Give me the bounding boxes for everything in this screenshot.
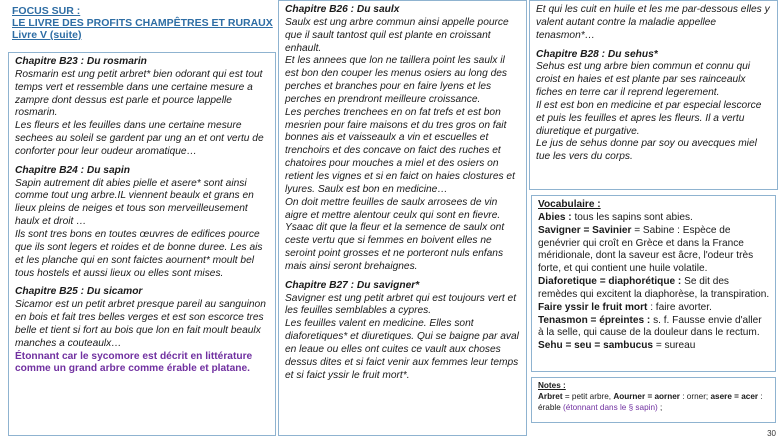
vocab-fruit-mort [538, 302, 770, 315]
vocab-savigner-def: = Sabine : Espèce de genévrier qui croît en Grèce et dans la France méridionale, dont la saveur est âcre, l'odeur très forte, et qui contient une huile volatile. [538, 224, 754, 275]
vocab-tenasmon-def: s. f. Fausse envie d'aller à la selle, qui cause de la douleur dans le rectum. [538, 314, 762, 339]
focus-line-1: FOCUS SUR : [12, 5, 81, 17]
note-asere-remark: (étonnant dans le § sapin) [563, 403, 658, 412]
chapter-b26-title: Chapitre B26 : Du saulx [285, 4, 400, 15]
chapter-b28-text-1: Sehus est ung arbre bien commun et connu qui croist en haies et est plante par ses rainceaulx fiches en terre car il reprend legerement. [536, 61, 751, 99]
vocab-diaforetique [538, 276, 770, 302]
note-arbret-term: Arbret [538, 392, 563, 401]
chapter-b25-title: Chapitre B25 : Du sicamor [15, 286, 143, 298]
chapter-b24-title: Chapitre B24 : Du sapin [15, 164, 130, 176]
note-end: ; [657, 403, 663, 412]
chapter-b24-text-1: Sapin autrement dit abies pielle et asere* sont ainsi comme tout ung arbre.IL viennent beaulx et grans en lieux pleins de neiges et tous son merveilleusement haulx et droit … [15, 177, 254, 228]
vocab-fruit-mort-term: Faire yssir le fruit mort [538, 301, 648, 313]
column-right [529, 0, 778, 190]
chapter-b23-title: Chapitre B23 : Du rosmarin [15, 56, 147, 67]
column-middle [278, 0, 527, 436]
chapter-b26-text-4: On doit mettre feuilles de saulx arrosees de vin aigre et mettre alentour ceulx qui sont en fievre. Ysaac dit que la fleur et la semence de saulx ont ceste vertu que si femmes en boivent elles ne seroint point grosses et ne porteront nuls enfans mais ainsi seront brehaignes. [285, 196, 505, 272]
chapter-b26-text-2: Et les annees que lon ne taillera point les saulx il est bon den couper les menus osiers au long des perches et branches pour en faire lyens et les perches en prendront meilleure croissance. [285, 55, 508, 105]
focus-line-2: LE LIVRE DES PROFITS CHAMPÊTRES ET RURAUX [12, 17, 273, 29]
vocab-sehu [538, 340, 770, 353]
chapter-b28-text-3: Le jus de sehus donne par soy ou avecques miel tue les vers du corps. [536, 138, 757, 163]
vocab-fruit-mort-def: : faire avorter. [647, 301, 712, 313]
vocab-abies-def: tous les sapins sont abies. [574, 211, 693, 223]
notes-body [538, 391, 770, 413]
notes-box [531, 377, 776, 423]
vocab-diaforetique-term: Diaforetique = diaphorétique : [538, 276, 685, 288]
chapter-b27-end: Et qui les cuit en huile et les me par-dessous elles y valent autant contre la maladie appellee tenasmon*… [536, 4, 770, 41]
focus-line-3: Livre V (suite) [12, 29, 82, 41]
vocabulary-box [531, 195, 776, 372]
note-aourner-term: Aourner = aorner [613, 392, 680, 401]
note-asere-term: asere = acer [710, 392, 759, 401]
vocab-sehu-def: = sureau [653, 340, 696, 352]
note-asere-def: : érable [538, 392, 763, 412]
vocab-abies [538, 212, 770, 225]
chapter-b26-text-1: Saulx est ung arbre commun ainsi appelle pource que il sault tantost quil est plante en croissant enhault. [285, 16, 509, 54]
focus-title [12, 5, 273, 41]
chapter-b23-text-1: Rosmarin est ung petit arbret* bien odorant qui est tout temps vert et ressemble dans une certaine mesure a zampre dont dessus est parle et pource lappelle rosmarin. [15, 68, 263, 119]
chapter-b27-text-2: Les feuilles valent en medicine. Elles sont diaforetiques* et diuretiques. Qui se baigne par aval en leaue ou elles ont cuites ce vault aux choses dessus dites et si faict venir aux femmes leur temps et si faict yssir le fruit mort*. [285, 318, 519, 381]
vocab-tenasmon [538, 315, 770, 341]
note-arbret-def: = petit arbre, [562, 392, 614, 401]
vocabulary-title: Vocabulaire : [538, 199, 601, 210]
vocab-savigner-term: Savigner = Savinier [538, 224, 632, 236]
column-left [8, 52, 276, 436]
chapter-b24-text-2: Ils sont tres bons en toutes œuvres de edifices pource que ils sont legers et roides et de bonne duree. Les ais et les planche qui en sont faictes aournent* moult bel tous hostels et aussi lieux ou elles sont mises. [15, 228, 263, 279]
chapter-b25-text-1: Sicamor est un petit arbret presque pareil au sanguinon en bois et fait tres belles verges et est son escorce tres belle et tient si fort au bois que lon en fait moult beaulx manches a couteaulx… [15, 299, 266, 349]
chapter-b26-text-3: Les perches trenchees en on fat trefs et est bon mesrien pour faire maisons et du tres gros on fait bonnes ais et vaisseaulx a vin et escuelles et trenchoirs et des concave on faict des ruches et chatoires pour mouches a miel et des osiers on retient les vignes et si en faict on haies clostures et lyures. Saulx est bon en medicine… [285, 106, 515, 195]
chapter-b27-title: Chapitre B27 : Du savigner* [285, 279, 420, 291]
vocab-savigner [538, 225, 770, 276]
page-number: 30 [767, 429, 776, 438]
chapter-b25-note: Étonnant car le sycomore est décrit en littérature comme un grand arbre comme érable et platane. [15, 350, 253, 375]
vocab-tenasmon-term: Tenasmon = épreintes : [538, 314, 654, 326]
notes-title: Notes : [538, 381, 566, 390]
vocab-diaforetique-def: Se dit des remèdes qui excitent la diaphorèse, la transpiration. [538, 276, 770, 300]
chapter-b28-text-2: Il est est bon en medicine et par especial lescorce et puis les feuilles et apres les fleurs. Il a vertu diuretique et purgative. [536, 99, 762, 137]
chapter-b28-title: Chapitre B28 : Du sehus* [536, 48, 658, 60]
vocab-abies-term: Abies : [538, 211, 575, 223]
vocab-sehu-term: Sehu = seu = sambucus [538, 340, 654, 352]
chapter-b27-text-1: Savigner est ung petit arbret qui est toujours vert et les feuilles semblables a cypres. [285, 292, 517, 317]
note-aourner-def: : orner; [679, 392, 711, 401]
chapter-b23-text-2: Les fleurs et les feuilles dans une certaine mesure sechees au soleil se gardent par ung an et ont vertu de conforter pour leur oudeur aromatique… [15, 120, 264, 157]
